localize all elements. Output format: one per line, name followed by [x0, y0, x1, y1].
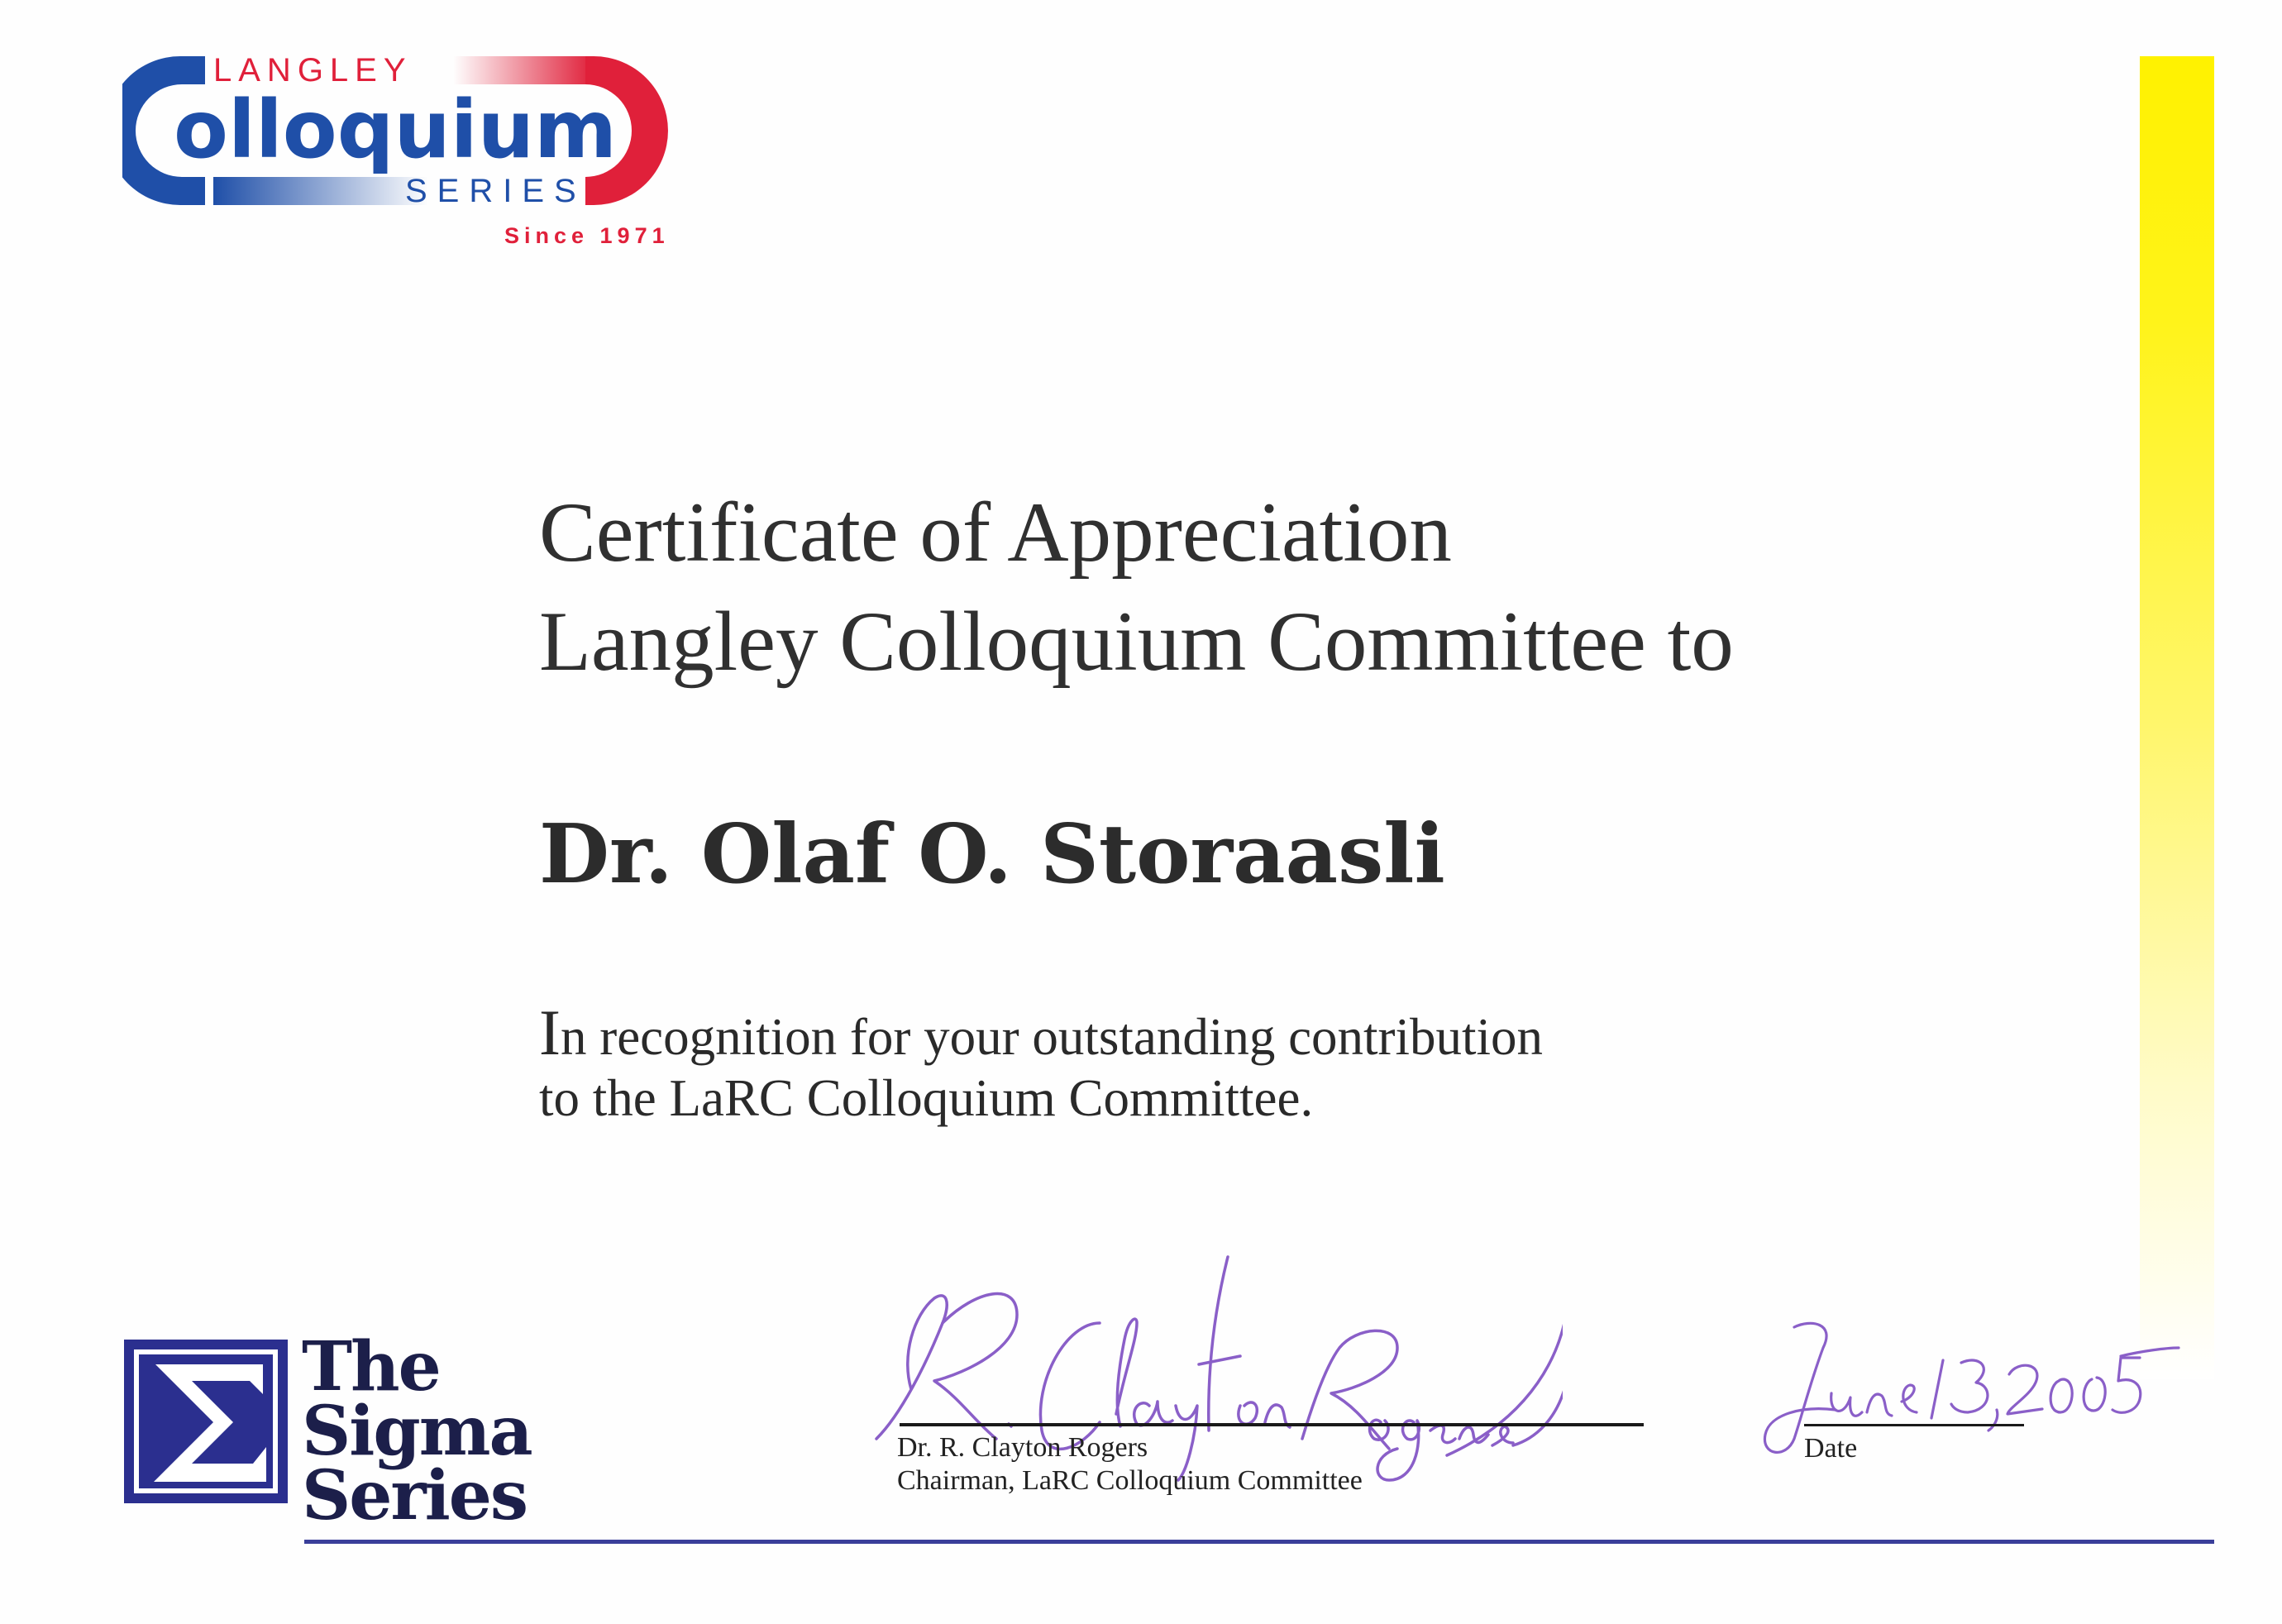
logo-langley-text: LANGLEY [213, 52, 413, 88]
date-label: Date [1804, 1433, 1858, 1464]
sigma-series-wordmark [302, 1327, 532, 1536]
recognition-line1 [539, 996, 1544, 1068]
signer-title: Chairman, LaRC Colloquium Committee [897, 1465, 1363, 1496]
bottom-rule [304, 1540, 2214, 1544]
certificate-title-line1: Certificate of Appreciation [539, 485, 1452, 580]
langley-colloquium-logo [122, 51, 685, 258]
signature-line [900, 1423, 1644, 1426]
certificate-title [539, 478, 1734, 696]
recipient-name: Dr. Olaf O. Storaasli [539, 807, 1445, 902]
logo-colloquium-text: olloquium [174, 84, 618, 176]
recognition-text [539, 996, 1544, 1129]
signer-name: Dr. R. Clayton Rogers [897, 1432, 1148, 1463]
logo-since-text: Since 1971 [504, 223, 670, 248]
sigma-line-series: Series [302, 1456, 528, 1536]
recognition-first-letter: I [539, 996, 561, 1068]
date-line [1804, 1424, 2024, 1426]
sigma-line-the: The [302, 1327, 440, 1407]
sigma-series-logo-mark [124, 1340, 288, 1503]
certificate-title-line2: Langley Colloquium Committee to [539, 595, 1734, 689]
logo-series-text: SERIES [405, 173, 586, 209]
yellow-accent-band [2140, 56, 2214, 1379]
recognition-line1-rest: n recognition for your outstanding contribution [560, 1008, 1544, 1066]
recognition-line2: to the LaRC Colloquium Committee. [539, 1069, 1314, 1127]
sigma-line-sigma: Sigma [302, 1392, 532, 1471]
